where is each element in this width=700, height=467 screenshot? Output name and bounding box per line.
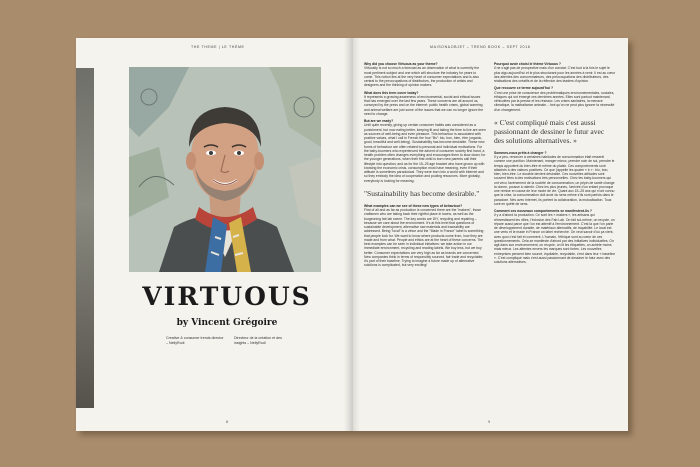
fr-question-1: Pourquoi avoir choisi le thème Virtuous ? — [494, 62, 562, 66]
en-question-2: What does this term cover today? — [364, 90, 419, 95]
fr-answer-4: Il y a d'abord la production. Ce sont les « makers », les artisans qui réinvestissent les villes, l'éclosion des Fab Lab. On fait soi-même, on recycle, on répare aussi parce que l'on est attentif à l'environnement. C'est là que l'on parle de développement durable, de matériaux alternatifs, de traçabilité. Le local est une vertu et le made in France un label recherché. On veut savoir d'où ça vient, avec quoi c'est fait et comment. L'humain, l'éthique sont au cœur de ces questionnements. Cela se manifeste d'abord par des initiatives individuelles. On agit dans son environnement, on recycle, on lit les étiquettes, on achète moins mais mieux. Les attentes envers les marques sont fortes. Les nouvelles entreprises pensent bien sourcé, équitable, recyclable, c'est dans leur « baseline ». C'est compliqué mais c'est aussi passionnant de dessiner le futur avec des solutions alternatives. — [494, 213, 616, 264]
french-column — [494, 62, 616, 267]
left-page-number: 8 — [226, 420, 229, 424]
en-answer-4: First of all and as far as production is concerned there are the "makers", those craftsmen who are taking back their rightful place in towns, as well as the burgeoning fab lab scene. The key words are DIY, recycling and repairing – because we care about the environment. It's at this level that questions of sustainable development, alternative raw materials and traceability are addressed. Being "local" is a virtue and the "Made in France" label is something that people look for. We want to know where products come from, how they are made and from what. People and ethics are at the heart of these concerns. The best examples can be seen in individual initiatives: we take action in our immediate environment, recycling and reading labels. We buy less, but we buy better. Consumer expectations are very high as far as brands are concerned. New companies think in terms of responsibly sourced, fair trade and recyclable; it's part of their baseline. Trying to imagine a future made up of alternative solutions is complicated, but very exciting! — [364, 208, 484, 268]
portrait-illustration — [129, 67, 321, 272]
fr-answer-1: Il ne s'agit pas de prospective mais d'un constat. C'est tout à la fois le sujet le plus aigu aujourd'hui et le plus structurant pour les années à venir. Il est au cœur des attentes des consommateurs, des préoccupations des distributeurs, des réalisations des créatifs et de la réflexion des leaders d'opinion. — [494, 66, 616, 83]
right-running-head: MAISON&OBJET – TREND BOOK – SEPT 2018 — [430, 45, 531, 49]
en-answer-3: Until quite recently, giving up certain consumer habits was considered as a punishment, but now eating better, keeping fit and taking the time to live are seen as sources of well-being and even pleasure. This behaviour is associated with positive values, what I call in French the four "Bs": bio, bon, bien, être (organic, good, beautiful and well-being). Sustainability has become desirable. These new forms of behaviour are often related to personal and individual motivations. For the baby-boomers who experienced the advent of consumer society first hand, a health problem often changes everything and encourages them to slow down; for the younger generations, when their first child is born new parents call their lifestyle into question; and as for the 15–25 age bracket who have grown up with knowing the economic crisis, consumption must have meaning, even if their attitude is sometimes paradoxical. They were born into a world with Internet and so they embody the idea of cooperation and pooling resources. More globally, everybody is looking for meaning. — [364, 123, 486, 183]
en-pull-quote: "Sustainability has become desirable." — [364, 188, 480, 198]
fr-answer-2: C'est une prise de conscience des problématiques environnementales, sociales, éthiques qui ont émergé ces dernières années. Elles sont partout maintenant, véhiculées par la presse et les réseaux. Les crises sanitaires, la menace climatique, la maltraitance animale... font qu'on ne peut plus ignorer la nécessité d'un changement. — [494, 90, 615, 112]
right-page — [352, 38, 628, 431]
magazine-spine — [344, 38, 360, 431]
left-running-head: THE THEME | LE THÈME — [191, 45, 245, 49]
article-byline: by Vincent Grégoire — [176, 318, 278, 328]
en-answer-2: It represents a growing awareness of environmental, social and ethical issues that has emerged over the last few years. These concerns are all around us, conveyed by the press and on the internet: public health crises, global warming and animal welfare are just some of the issues that we can no longer ignore the need to change. — [364, 94, 484, 116]
left-page-edge-photo — [76, 68, 94, 408]
en-question-3: But are we ready? — [364, 119, 394, 123]
en-question-4: What examples can we see of these new types of behaviour? — [364, 203, 463, 208]
fr-answer-3: Il y a peu, renoncer à certaines habitudes de consommation était ressenti comme une punition. Maintenant, manger mieux, prendre soin de soi, prendre le temps apportent du bien-être et même du plaisir. Ces comportements sont attachés à des valeurs positives. Ce que j'appelle les quatre « b » : bio, bon, bien, bien-être. Le durable devient désirable. Ces nouvelles attitudes sont souvent liées à des motivations très personnelles. Chez les baby-boomers qui ont vécu l'avènement de la société de consommation, un pépin de santé change la donne, pousse à ralentir. Chez les plus jeunes, l'arrivée d'un enfant provoque une remise en cause de leur mode de vie. Quant aux 15–25 ans qui n'ont connu que la crise, la consommation doit avoir du sens même s'ils sont parfois dans le paradoxe. Nés avec Internet, ils portent la collaboration, la mutualisation. Tous sont en quête de sens. — [494, 155, 615, 206]
article-title: VIRTUOUS — [142, 282, 312, 311]
fr-pull-quote: « C'est compliqué mais c'est aussi passionnant de dessiner le futur avec des solutions alternatives. » — [494, 117, 605, 145]
fr-question-4: Comment ces nouveaux comportements se manifestent-ils ? — [494, 209, 592, 213]
credit-french: Directeur de la création et des insights – NellyRodi — [234, 336, 282, 345]
credit-english: Creative & consumer trends director – NellyRodi — [166, 336, 224, 345]
fr-question-2: Que recouvre ce terme aujourd'hui ? — [494, 86, 554, 91]
portrait-drawing — [129, 67, 321, 272]
fr-question-3: Sommes-nous prêts à changer ? — [494, 150, 547, 155]
english-column — [364, 62, 486, 271]
en-answer-1: Virtuosity is not so much a forecast as an observation of what is currently the most pertinent subject and one which will structure the industry for years to come. This notion lies at the very heart of consumer expectations and is also central to the preoccupations of distributors, the production of artists and designers and the thinking of opinion makers. — [364, 66, 480, 88]
en-question-1: Why did you choose Virtuous as your theme? — [364, 62, 438, 66]
right-page-number: 9 — [488, 420, 491, 424]
magazine-spread — [76, 38, 628, 431]
left-page — [76, 38, 352, 431]
